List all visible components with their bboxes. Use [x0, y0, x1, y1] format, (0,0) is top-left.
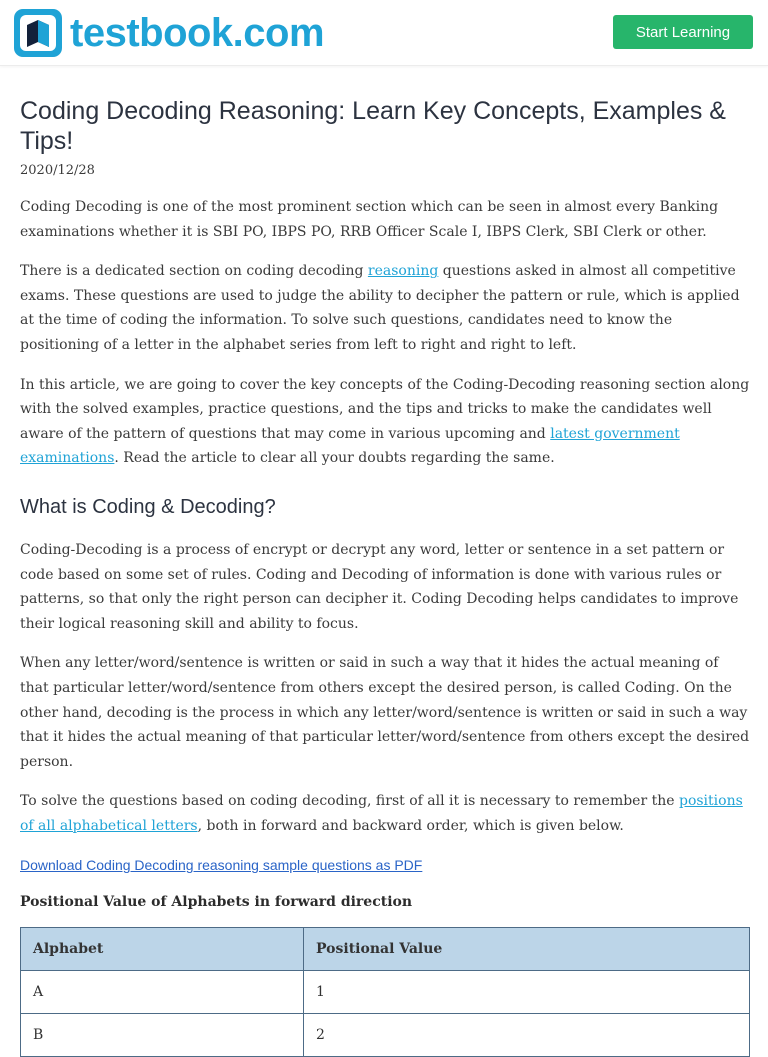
- download-row: [20, 855, 750, 875]
- column-header-positional-value: Positional Value: [304, 928, 750, 971]
- paragraph-article-scope: [20, 373, 750, 471]
- text: . Read the article to clear all your doubts regarding the same.: [114, 450, 555, 467]
- latest-government-examinations-link[interactable]: latest government examinations: [20, 425, 680, 467]
- table-row: [21, 1014, 750, 1057]
- paragraph-definition: Coding-Decoding is a process of encrypt or decrypt any word, letter or sentence in a set pattern or code based on some set of rules. Coding and Decoding of information is done with various rules or patterns, so that only the right person can decipher it. Coding Decoding helps candidates to improve their logical reasoning skill and ability to focus.: [20, 541, 739, 632]
- paragraph-dedicated-section: [20, 259, 750, 357]
- article-title: Coding Decoding Reasoning: Learn Key Concepts, Examples & Tips!: [20, 97, 726, 155]
- section-heading: What is Coding & Decoding?: [20, 495, 276, 518]
- alphabet-positions-link[interactable]: positions of all alphabetical letters: [20, 793, 743, 834]
- site-header: [0, 0, 768, 66]
- paragraph-coding-explained: When any letter/word/sentence is written or said in such a way that it hides the actual meaning of that particular letter/word/sentence from others except the desired person, is called Coding. On the other hand, decoding is the process in which any letter/word/sentence is written or said in such a way that it hides the actual meaning of that particular letter/word/sentence from others except the desired person.: [20, 655, 750, 770]
- paragraph-positions: [20, 789, 750, 838]
- table-cell: 1: [304, 971, 750, 1014]
- alphabet-position-table: [20, 927, 750, 1057]
- download-pdf-link[interactable]: Download Coding Decoding reasoning sample questions as PDF: [20, 857, 423, 874]
- text: questions asked in almost all competitive exams. These questions are used to judge the ability to decipher the pattern or rule, which is applied at the time of coding the information. To solve such questions, candidates need to know the positioning of a letter in the alphabet series from left to right and right to left.: [20, 263, 740, 353]
- text: , both in forward and backward order, which is given below.: [197, 817, 624, 834]
- table-cell: B: [21, 1014, 304, 1057]
- testbook-logo-icon[interactable]: [14, 9, 62, 57]
- start-learning-button[interactable]: Start Learning: [613, 15, 753, 49]
- article: [20, 96, 750, 1057]
- table-title: Positional Value of Alphabets in forward direction: [20, 894, 413, 911]
- table-cell: A: [21, 971, 304, 1014]
- text: To solve the questions based on coding decoding, first of all it is necessary to remember the: [20, 793, 679, 810]
- table-cell: 2: [304, 1014, 750, 1057]
- text: In this article, we are going to cover the key concepts of the Coding-Decoding reasoning section along with the solved examples, practice questions, and the tips and tricks to make the candidates well aware of the pattern of questions that may come in various upcoming and: [20, 376, 750, 442]
- reasoning-link[interactable]: reasoning: [367, 263, 439, 280]
- logo-text[interactable]: testbook.com: [70, 11, 325, 55]
- table-row: [21, 971, 750, 1014]
- article-date: 2020/12/28: [20, 163, 95, 178]
- paragraph-intro: Coding Decoding is one of the most prominent section which can be seen in almost every Banking examinations whether it is SBI PO, IBPS PO, RRB Officer Scale I, IBPS Clerk, SBI Clerk or other.: [20, 199, 719, 240]
- column-header-alphabet: Alphabet: [21, 928, 304, 971]
- text: There is a dedicated section on coding decoding: [20, 263, 368, 280]
- table-header-row: [21, 928, 750, 971]
